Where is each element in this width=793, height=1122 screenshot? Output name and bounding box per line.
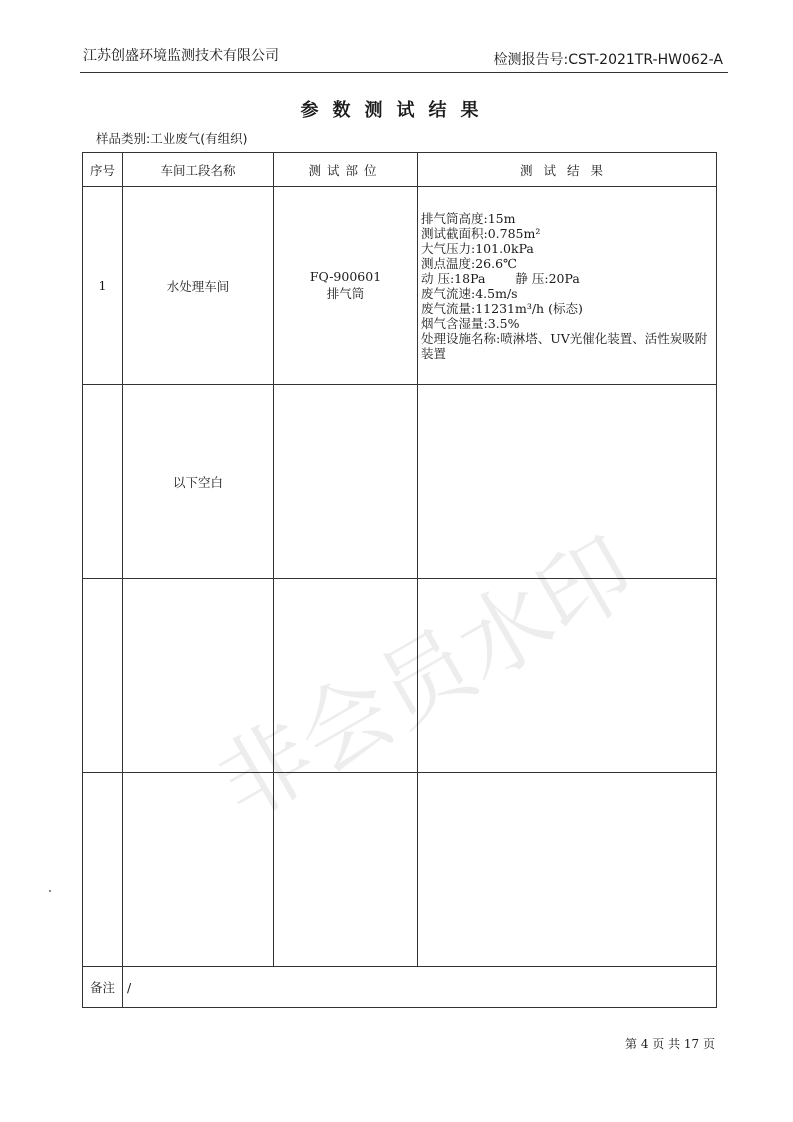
result-cross-section: 测试截面积:0.785m² [421, 225, 541, 241]
result-humidity: 烟气含湿量:3.5% [421, 315, 520, 331]
result-static-pressure: 静 压:20Pa [515, 270, 580, 286]
results-table [82, 152, 717, 1008]
table-row [83, 385, 717, 579]
row-no [83, 579, 123, 773]
result-flow-rate: 废气流量:11231m³/h (标态) [421, 300, 583, 316]
remark-label: 备注 [83, 967, 123, 1008]
row-no [83, 773, 123, 967]
header-workshop: 车间工段名称 [123, 153, 274, 187]
row-workshop [123, 773, 274, 967]
result-atm-pressure: 大气压力:101.0kPa [421, 240, 534, 256]
table-row [83, 187, 717, 385]
company-name: 江苏创盛环境监测技术有限公司 [83, 48, 279, 64]
row-results [418, 385, 717, 579]
row-results [418, 187, 717, 385]
page-footer: 第 4 页 共 17 页 [625, 1037, 715, 1051]
row-workshop: 水处理车间 [123, 187, 274, 385]
result-dynamic-pressure: 动 压:18Pa [421, 270, 486, 286]
remark-value: / [123, 967, 717, 1008]
remark-row [83, 967, 717, 1008]
sample-type: 样品类别:工业废气(有组织) [96, 131, 248, 146]
row-no: 1 [83, 187, 123, 385]
page-title: 参数测试结果 [300, 100, 493, 121]
result-flow-velocity: 废气流速:4.5m/s [421, 285, 518, 301]
location-name: 排气筒 [326, 286, 365, 301]
row-location [274, 187, 418, 385]
row-no [83, 385, 123, 579]
row-results [418, 579, 717, 773]
row-location [274, 385, 418, 579]
report-number: 检测报告号:CST-2021TR-HW062-A [493, 52, 723, 68]
result-temperature: 测点温度:26.6℃ [421, 255, 518, 271]
header-results: 测试结果 [418, 153, 717, 187]
row-location [274, 579, 418, 773]
header-divider [80, 72, 728, 73]
result-facility: 处理设施名称:喷淋塔、UV光催化装置、活性炭吸附装置 [421, 330, 708, 361]
watermark: 非会员水印 [200, 517, 652, 840]
row-workshop: 以下空白 [123, 385, 274, 579]
scan-speck [49, 890, 51, 892]
result-stack-height: 排气筒高度:15m [421, 210, 516, 226]
table-row [83, 773, 717, 967]
row-results [418, 773, 717, 967]
table-header-row [83, 153, 717, 187]
header-location: 测试部位 [274, 153, 418, 187]
row-workshop [123, 579, 274, 773]
row-location [274, 773, 418, 967]
result-pressures [421, 271, 714, 286]
table-row [83, 579, 717, 773]
location-code: FQ-900601 [309, 269, 382, 284]
header-no: 序号 [83, 153, 123, 187]
